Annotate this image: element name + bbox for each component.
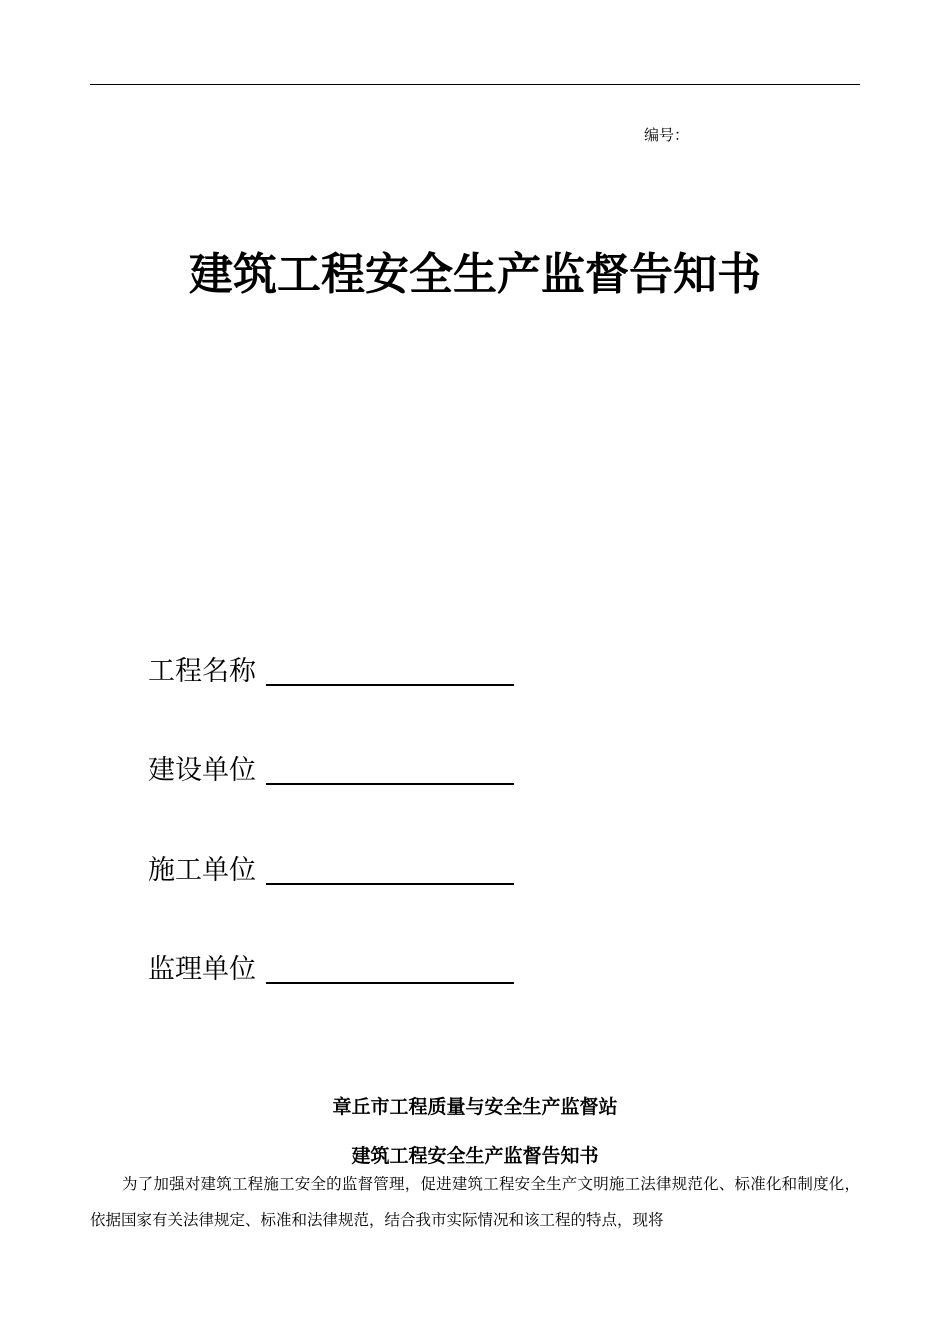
project-name-field xyxy=(148,648,514,688)
cover-title: 建筑工程安全生产监督告知书 xyxy=(189,249,761,300)
issuing-authority: 章丘市工程质量与安全生产监督站 xyxy=(332,1096,618,1118)
supervisor-field xyxy=(148,946,514,986)
project-name-label: 工程名称 xyxy=(148,656,256,687)
header-rule xyxy=(90,84,860,85)
notice-title: 建筑工程安全生产监督告知书 xyxy=(351,1145,599,1167)
document-number-label: 编号： xyxy=(644,126,690,144)
supervisor-blank-line xyxy=(266,958,514,984)
construction-owner-field xyxy=(148,747,514,787)
supervisor-label: 监理单位 xyxy=(148,954,256,985)
contractor-field xyxy=(148,847,514,887)
project-name-blank-line xyxy=(266,660,514,686)
notice-body-paragraph: 为了加强对建筑工程施工安全的监督管理，促进建筑工程安全生产文明施工法律规范化、标准化和制度化，依据国家有关法律规定、标准和法律规范，结合我市实际情况和该工程的特点，现将 xyxy=(90,1175,860,1229)
construction-owner-blank-line xyxy=(266,759,514,785)
contractor-label: 施工单位 xyxy=(148,855,256,886)
contractor-blank-line xyxy=(266,859,514,885)
construction-owner-label: 建设单位 xyxy=(148,755,256,786)
